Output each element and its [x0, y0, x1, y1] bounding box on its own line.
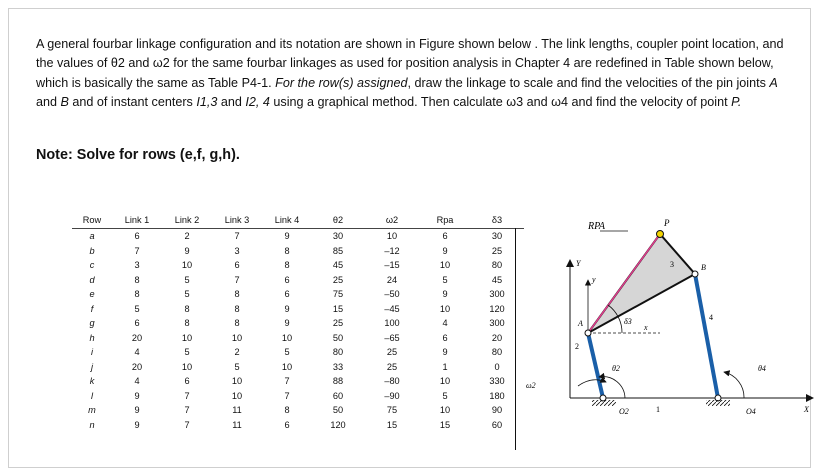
table-cell: 4: [134, 347, 140, 358]
row-label: c: [89, 260, 95, 271]
row-label: i: [90, 347, 94, 358]
label-x-local: x: [644, 323, 648, 332]
header-cell: Row: [72, 211, 112, 229]
label-omega2: ω2: [526, 381, 536, 390]
table-cell: 30: [332, 231, 344, 242]
header-cell: ω2: [364, 211, 420, 229]
axes: [570, 260, 813, 398]
table-cell: 4: [442, 318, 448, 329]
table-cell: 80: [491, 347, 503, 358]
table-cell: 50: [332, 405, 344, 416]
table-cell: –80: [384, 376, 400, 387]
table-row: [72, 273, 524, 288]
table-cell: 25: [386, 361, 398, 372]
table-cell: 3: [134, 260, 140, 271]
table-cell: 5: [442, 274, 448, 285]
label-p: P: [664, 218, 670, 228]
table-cell: –50: [384, 289, 400, 300]
row-label: h: [89, 332, 95, 343]
table-cell: 2: [184, 231, 190, 242]
table-cell: 10: [181, 361, 193, 372]
table-cell: 20: [131, 361, 143, 372]
pin-b: B: [60, 95, 69, 110]
table-cell: 9: [442, 245, 448, 256]
table-row: [72, 360, 524, 375]
table-row: [72, 374, 524, 389]
label-y-local: y: [592, 275, 596, 284]
header-cell: Link 4: [262, 211, 312, 229]
table-cell: 9: [442, 347, 448, 358]
row-label: g: [89, 318, 95, 329]
and-1: and: [36, 95, 58, 110]
problem-italic: For the row(s) assigned: [275, 75, 408, 90]
table-cell: 6: [442, 231, 448, 242]
table-cell: 7: [234, 231, 240, 242]
header-cell: Link 2: [162, 211, 212, 229]
table-cell: 25: [386, 347, 398, 358]
label-rpa: RPA: [588, 221, 606, 232]
table-cell: 45: [491, 274, 503, 285]
row-label: l: [90, 390, 94, 401]
and-2: and of instant centers: [72, 95, 193, 110]
header-cell: θ2: [312, 211, 364, 229]
table-cell: 6: [284, 419, 290, 430]
table-cell: 7: [184, 405, 190, 416]
table-cell: 8: [184, 318, 190, 329]
table-cell: 6: [284, 289, 290, 300]
table-cell: 20: [491, 332, 503, 343]
row-label: a: [89, 231, 95, 242]
row-label: n: [89, 419, 95, 430]
table-cell: 5: [184, 289, 190, 300]
table-cell: 300: [489, 289, 505, 300]
and-3: and: [220, 95, 242, 110]
table-cell: 9: [134, 405, 140, 416]
table-cell: 120: [330, 419, 346, 430]
table-cell: 330: [489, 376, 505, 387]
table-cell: 88: [332, 376, 344, 387]
table-cell: –12: [384, 245, 400, 256]
label-o4: O4: [746, 407, 756, 416]
table-cell: 5: [284, 347, 290, 358]
label-y-axis: Y: [576, 259, 581, 268]
table-cell: 15: [439, 419, 451, 430]
coupler-link-3: [588, 234, 695, 333]
table-cell: 80: [491, 260, 503, 271]
table-cell: 6: [134, 231, 140, 242]
fourbar-linkage-figure: [520, 210, 815, 440]
label-o2: O2: [619, 407, 629, 416]
table-cell: 9: [134, 390, 140, 401]
table-cell: 4: [134, 376, 140, 387]
table-cell: –65: [384, 332, 400, 343]
row-label: f: [90, 303, 94, 314]
table-cell: 1: [442, 361, 448, 372]
label-link-2: 2: [575, 342, 579, 351]
table-cell: 5: [184, 347, 190, 358]
problem-text-3: using a graphical method. Then calculate ω3 and ω4 and find the velocity of point: [273, 95, 728, 110]
table-cell: 8: [234, 318, 240, 329]
table-cell: 6: [442, 332, 448, 343]
table-cell: 25: [491, 245, 503, 256]
table-cell: 5: [442, 390, 448, 401]
table-cell: 10: [439, 303, 451, 314]
table-row: [72, 244, 524, 259]
table-cell: 7: [184, 419, 190, 430]
problem-text: A general fourbar linkage configuration and its notation are shown in Figure shown below . The link lengths, coupler point location, and the values of θ2 and ω2 for the same fourbar linkages as used for position analysis in Chapter 4 are redefined in Table shown below, which is basically the same as Table P4-1.: [36, 37, 784, 90]
row-label: e: [89, 289, 95, 300]
table-cell: 6: [234, 260, 240, 271]
table-cell: 7: [284, 376, 290, 387]
table-cell: 45: [332, 260, 344, 271]
ground-o4-hatch: [706, 400, 730, 406]
table-cell: 9: [442, 289, 448, 300]
table-cell: 30: [491, 231, 503, 242]
table-cell: 120: [489, 303, 505, 314]
table-cell: 5: [184, 274, 190, 285]
row-label: d: [89, 274, 95, 285]
label-link-4: 4: [709, 313, 713, 322]
table-cell: 8: [134, 274, 140, 285]
table-cell: 8: [184, 303, 190, 314]
header-cell: Rpa: [420, 211, 470, 229]
ic-2-4: I2, 4: [245, 95, 270, 110]
header-cell: Link 1: [112, 211, 162, 229]
table-cell: 60: [491, 419, 503, 430]
table-cell: 8: [284, 245, 290, 256]
table-cell: 10: [386, 231, 398, 242]
theta4-arc: [724, 372, 744, 398]
pin-b-joint: [692, 271, 698, 277]
label-link-3: 3: [670, 260, 674, 269]
table-cell: 6: [284, 274, 290, 285]
note-rows: Note: Solve for rows (e,f, g,h).: [36, 147, 240, 163]
table-cell: 7: [134, 245, 140, 256]
table-row: [72, 316, 524, 331]
table-cell: 10: [231, 390, 243, 401]
table-cell: 20: [131, 332, 143, 343]
table-cell: 75: [332, 289, 344, 300]
table-figure-divider: [515, 228, 516, 450]
ground-o2-hatch: [592, 400, 616, 406]
problem-statement: [36, 35, 791, 113]
table-cell: 75: [386, 405, 398, 416]
table-cell: 50: [332, 332, 344, 343]
table-cell: 24: [386, 274, 398, 285]
table-cell: 6: [184, 376, 190, 387]
table-row: [72, 302, 524, 317]
table-cell: 60: [332, 390, 344, 401]
table-cell: 100: [384, 318, 400, 329]
table-cell: 2: [234, 347, 240, 358]
table-cell: 3: [234, 245, 240, 256]
table-cell: 33: [332, 361, 344, 372]
table-cell: 7: [184, 390, 190, 401]
problem-text-2: , draw the linkage to scale and find the velocities of the pin joints: [407, 75, 766, 90]
table-cell: 25: [332, 274, 344, 285]
label-b: B: [701, 263, 706, 272]
table-cell: 10: [281, 332, 293, 343]
header-cell: Link 3: [212, 211, 262, 229]
row-label: j: [90, 361, 94, 372]
table-cell: 10: [439, 405, 451, 416]
table-row: [72, 403, 524, 418]
table-cell: 8: [284, 405, 290, 416]
table-cell: –45: [384, 303, 400, 314]
table-cell: 0: [494, 361, 500, 372]
table-cell: 11: [232, 405, 242, 416]
ic-1-3: I1,3: [196, 95, 218, 110]
table-row: [72, 258, 524, 273]
table-cell: 9: [284, 318, 290, 329]
row-label: k: [89, 376, 95, 387]
table-header-row: [72, 211, 524, 229]
table-cell: 10: [439, 260, 451, 271]
table-cell: 9: [284, 303, 290, 314]
table-cell: 85: [332, 245, 344, 256]
pin-a: A: [769, 75, 778, 90]
label-ground-1: 1: [656, 405, 660, 414]
table-cell: 7: [234, 274, 240, 285]
table-cell: –15: [384, 260, 400, 271]
row-label: m: [88, 405, 96, 416]
table-cell: 10: [439, 376, 451, 387]
table-cell: 7: [284, 390, 290, 401]
table-cell: 180: [489, 390, 505, 401]
table-row: [72, 287, 524, 302]
table-cell: 8: [134, 289, 140, 300]
label-x-axis: X: [804, 405, 809, 414]
table-row: [72, 331, 524, 346]
table-cell: 300: [489, 318, 505, 329]
crank-link-2: [588, 333, 603, 398]
table-cell: 9: [284, 231, 290, 242]
label-theta2: θ2: [612, 364, 620, 373]
point-p-marker: [657, 231, 664, 238]
table-cell: 9: [184, 245, 190, 256]
table-cell: 10: [281, 361, 293, 372]
table-cell: 10: [231, 332, 243, 343]
table-cell: 8: [284, 260, 290, 271]
label-delta3: δ3: [624, 317, 632, 326]
pin-a-joint: [585, 330, 591, 336]
table-cell: –90: [384, 390, 400, 401]
table-cell: 8: [234, 289, 240, 300]
table-cell: 8: [234, 303, 240, 314]
table-cell: 10: [181, 260, 193, 271]
table-row: [72, 389, 524, 404]
table-cell: 11: [232, 419, 242, 430]
table-row: [72, 418, 524, 433]
table-cell: 25: [332, 318, 344, 329]
table-cell: 10: [181, 332, 193, 343]
header-cell: δ3: [470, 211, 524, 229]
table-cell: 10: [231, 376, 243, 387]
table-cell: 5: [134, 303, 140, 314]
table-row: [72, 345, 524, 360]
link-table: [72, 211, 524, 432]
table-row: [72, 229, 524, 244]
table-cell: 9: [134, 419, 140, 430]
table-cell: 90: [491, 405, 503, 416]
table-cell: 6: [134, 318, 140, 329]
label-theta4: θ4: [758, 364, 766, 373]
rocker-link-4: [695, 274, 718, 398]
table-cell: 15: [386, 419, 398, 430]
table-body: [72, 229, 524, 433]
label-a: A: [578, 319, 583, 328]
table-cell: 5: [234, 361, 240, 372]
table-cell: 80: [332, 347, 344, 358]
table-cell: 15: [332, 303, 344, 314]
point-p: P.: [731, 95, 742, 110]
row-label: b: [89, 245, 95, 256]
